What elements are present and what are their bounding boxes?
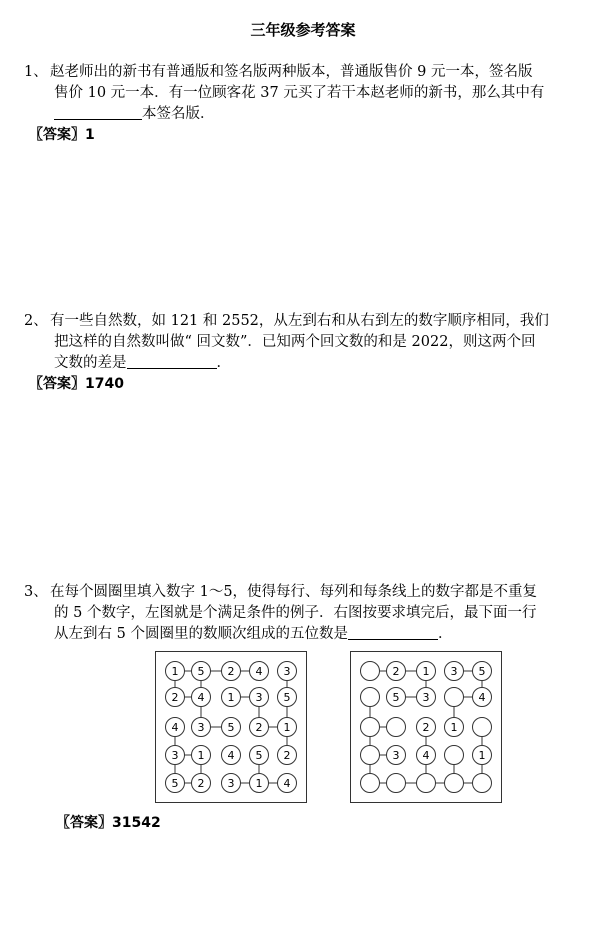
puzzle-grid-digit: 4 bbox=[478, 691, 486, 704]
example-grid-digit: 5 bbox=[255, 749, 263, 762]
example-grid-digit: 2 bbox=[227, 665, 235, 678]
question-2 bbox=[24, 311, 584, 374]
answer-1 bbox=[29, 124, 95, 144]
example-grid-digit: 1 bbox=[197, 749, 205, 762]
question-line: 售价 10 元一本．有一位顾客花 37 元买了若干本赵老师的新书，那么其中有 bbox=[54, 85, 545, 101]
answer-blank[interactable] bbox=[54, 105, 142, 120]
question-line: 把这样的自然数叫做“ 回文数”．已知两个回文数的和是 2022，则这两个回 bbox=[54, 334, 536, 350]
example-grid-digit: 4 bbox=[255, 665, 263, 678]
example-grid-digit: 2 bbox=[283, 749, 291, 762]
question-line bbox=[50, 353, 584, 374]
puzzle-grid-circle bbox=[387, 774, 406, 793]
example-grid-digit: 5 bbox=[197, 665, 205, 678]
puzzle-grid bbox=[350, 651, 502, 803]
question-line: 赵老师出的新书有普通版和签名版两种版本，普通版售价 9 元一本，签名版 bbox=[50, 64, 533, 80]
answer-2 bbox=[29, 373, 124, 393]
example-grid-digit: 2 bbox=[197, 777, 205, 790]
puzzle-grid-digit: 1 bbox=[450, 721, 458, 734]
example-grid-digit: 3 bbox=[283, 665, 291, 678]
puzzle-grid-digit: 3 bbox=[392, 749, 400, 762]
answer-blank[interactable] bbox=[348, 625, 438, 640]
example-grid-digit: 1 bbox=[255, 777, 263, 790]
question-text-segment: ． bbox=[437, 626, 453, 642]
example-grid-digit: 1 bbox=[171, 665, 179, 678]
answer-label: 〖答案〗 bbox=[29, 376, 85, 392]
puzzle-grid-circle bbox=[361, 688, 380, 707]
question-line bbox=[50, 104, 584, 125]
puzzle-grid-circle bbox=[361, 662, 380, 681]
example-grid bbox=[155, 651, 307, 803]
puzzle-grid-digit: 1 bbox=[422, 665, 430, 678]
answer-value: 1 bbox=[85, 127, 95, 143]
example-grid-digit: 3 bbox=[171, 749, 179, 762]
example-grid-digit: 2 bbox=[171, 691, 179, 704]
example-grid-digit: 4 bbox=[227, 749, 235, 762]
puzzle-grid-digit: 2 bbox=[392, 665, 400, 678]
puzzle-grid-digit: 2 bbox=[422, 721, 430, 734]
answer-3 bbox=[56, 812, 161, 832]
example-grid-digit: 3 bbox=[227, 777, 235, 790]
puzzle-grid-digit: 1 bbox=[478, 749, 486, 762]
example-grid-digit: 4 bbox=[283, 777, 291, 790]
page-title: 三年级参考答案 bbox=[250, 21, 356, 39]
example-grid-digit: 3 bbox=[255, 691, 263, 704]
puzzle-grid-figure bbox=[351, 652, 501, 802]
example-grid-digit: 1 bbox=[283, 721, 291, 734]
puzzle-grid-digit: 4 bbox=[422, 749, 430, 762]
question-line bbox=[50, 624, 584, 645]
question-3 bbox=[24, 582, 584, 645]
example-grid-digit: 4 bbox=[197, 691, 205, 704]
answer-value: 1740 bbox=[85, 376, 124, 392]
puzzle-grid-circle bbox=[445, 746, 464, 765]
puzzle-grid-digit: 3 bbox=[422, 691, 430, 704]
example-grid-digit: 4 bbox=[171, 721, 179, 734]
example-grid-digit: 5 bbox=[171, 777, 179, 790]
question-text-segment: 文数的差是 bbox=[54, 355, 127, 371]
puzzle-grid-digit: 3 bbox=[450, 665, 458, 678]
puzzle-grid-circle bbox=[387, 718, 406, 737]
answer-label: 〖答案〗 bbox=[56, 815, 112, 831]
question-line: 的 5 个数字，左图就是个满足条件的例子．右图按要求填完后，最下面一行 bbox=[54, 605, 537, 621]
question-text bbox=[24, 582, 584, 645]
puzzle-grid-circle bbox=[361, 718, 380, 737]
question-1 bbox=[24, 62, 584, 125]
puzzle-grid-circle bbox=[417, 774, 436, 793]
question-text bbox=[24, 62, 584, 125]
puzzle-grid-digit: 5 bbox=[478, 665, 486, 678]
question-number: 2、 bbox=[24, 313, 48, 329]
answer-value: 31542 bbox=[112, 815, 161, 831]
question-text-segment: 本签名版． bbox=[142, 106, 215, 122]
question-line: 在每个圆圈里填入数字 1～5，使得每行、每列和每条线上的数字都是不重复 bbox=[50, 584, 538, 600]
example-grid-digit: 3 bbox=[197, 721, 205, 734]
puzzle-grid-digit: 5 bbox=[392, 691, 400, 704]
puzzle-grid-circle bbox=[445, 688, 464, 707]
example-grid-digit: 5 bbox=[283, 691, 291, 704]
puzzle-grid-circle bbox=[445, 774, 464, 793]
answer-label: 〖答案〗 bbox=[29, 127, 85, 143]
question-text-segment: ． bbox=[216, 355, 231, 371]
puzzle-grid-circle bbox=[473, 774, 492, 793]
example-grid-digit: 1 bbox=[227, 691, 235, 704]
puzzle-grid-circle bbox=[361, 774, 380, 793]
question-text bbox=[24, 311, 584, 374]
question-number: 1、 bbox=[24, 64, 48, 80]
puzzle-grid-circle bbox=[361, 746, 380, 765]
question-line: 有一些自然数，如 121 和 2552，从左到右和从右到左的数字顺序相同，我们 bbox=[50, 313, 549, 329]
question-text-segment: 从左到右 5 个圆圈里的数顺次组成的五位数是 bbox=[54, 626, 348, 642]
question-number: 3、 bbox=[24, 584, 48, 600]
answer-blank[interactable] bbox=[127, 354, 217, 369]
example-grid-digit: 2 bbox=[255, 721, 263, 734]
puzzle-grid-circle bbox=[473, 718, 492, 737]
example-grid-figure bbox=[156, 652, 306, 802]
example-grid-digit: 5 bbox=[227, 721, 235, 734]
